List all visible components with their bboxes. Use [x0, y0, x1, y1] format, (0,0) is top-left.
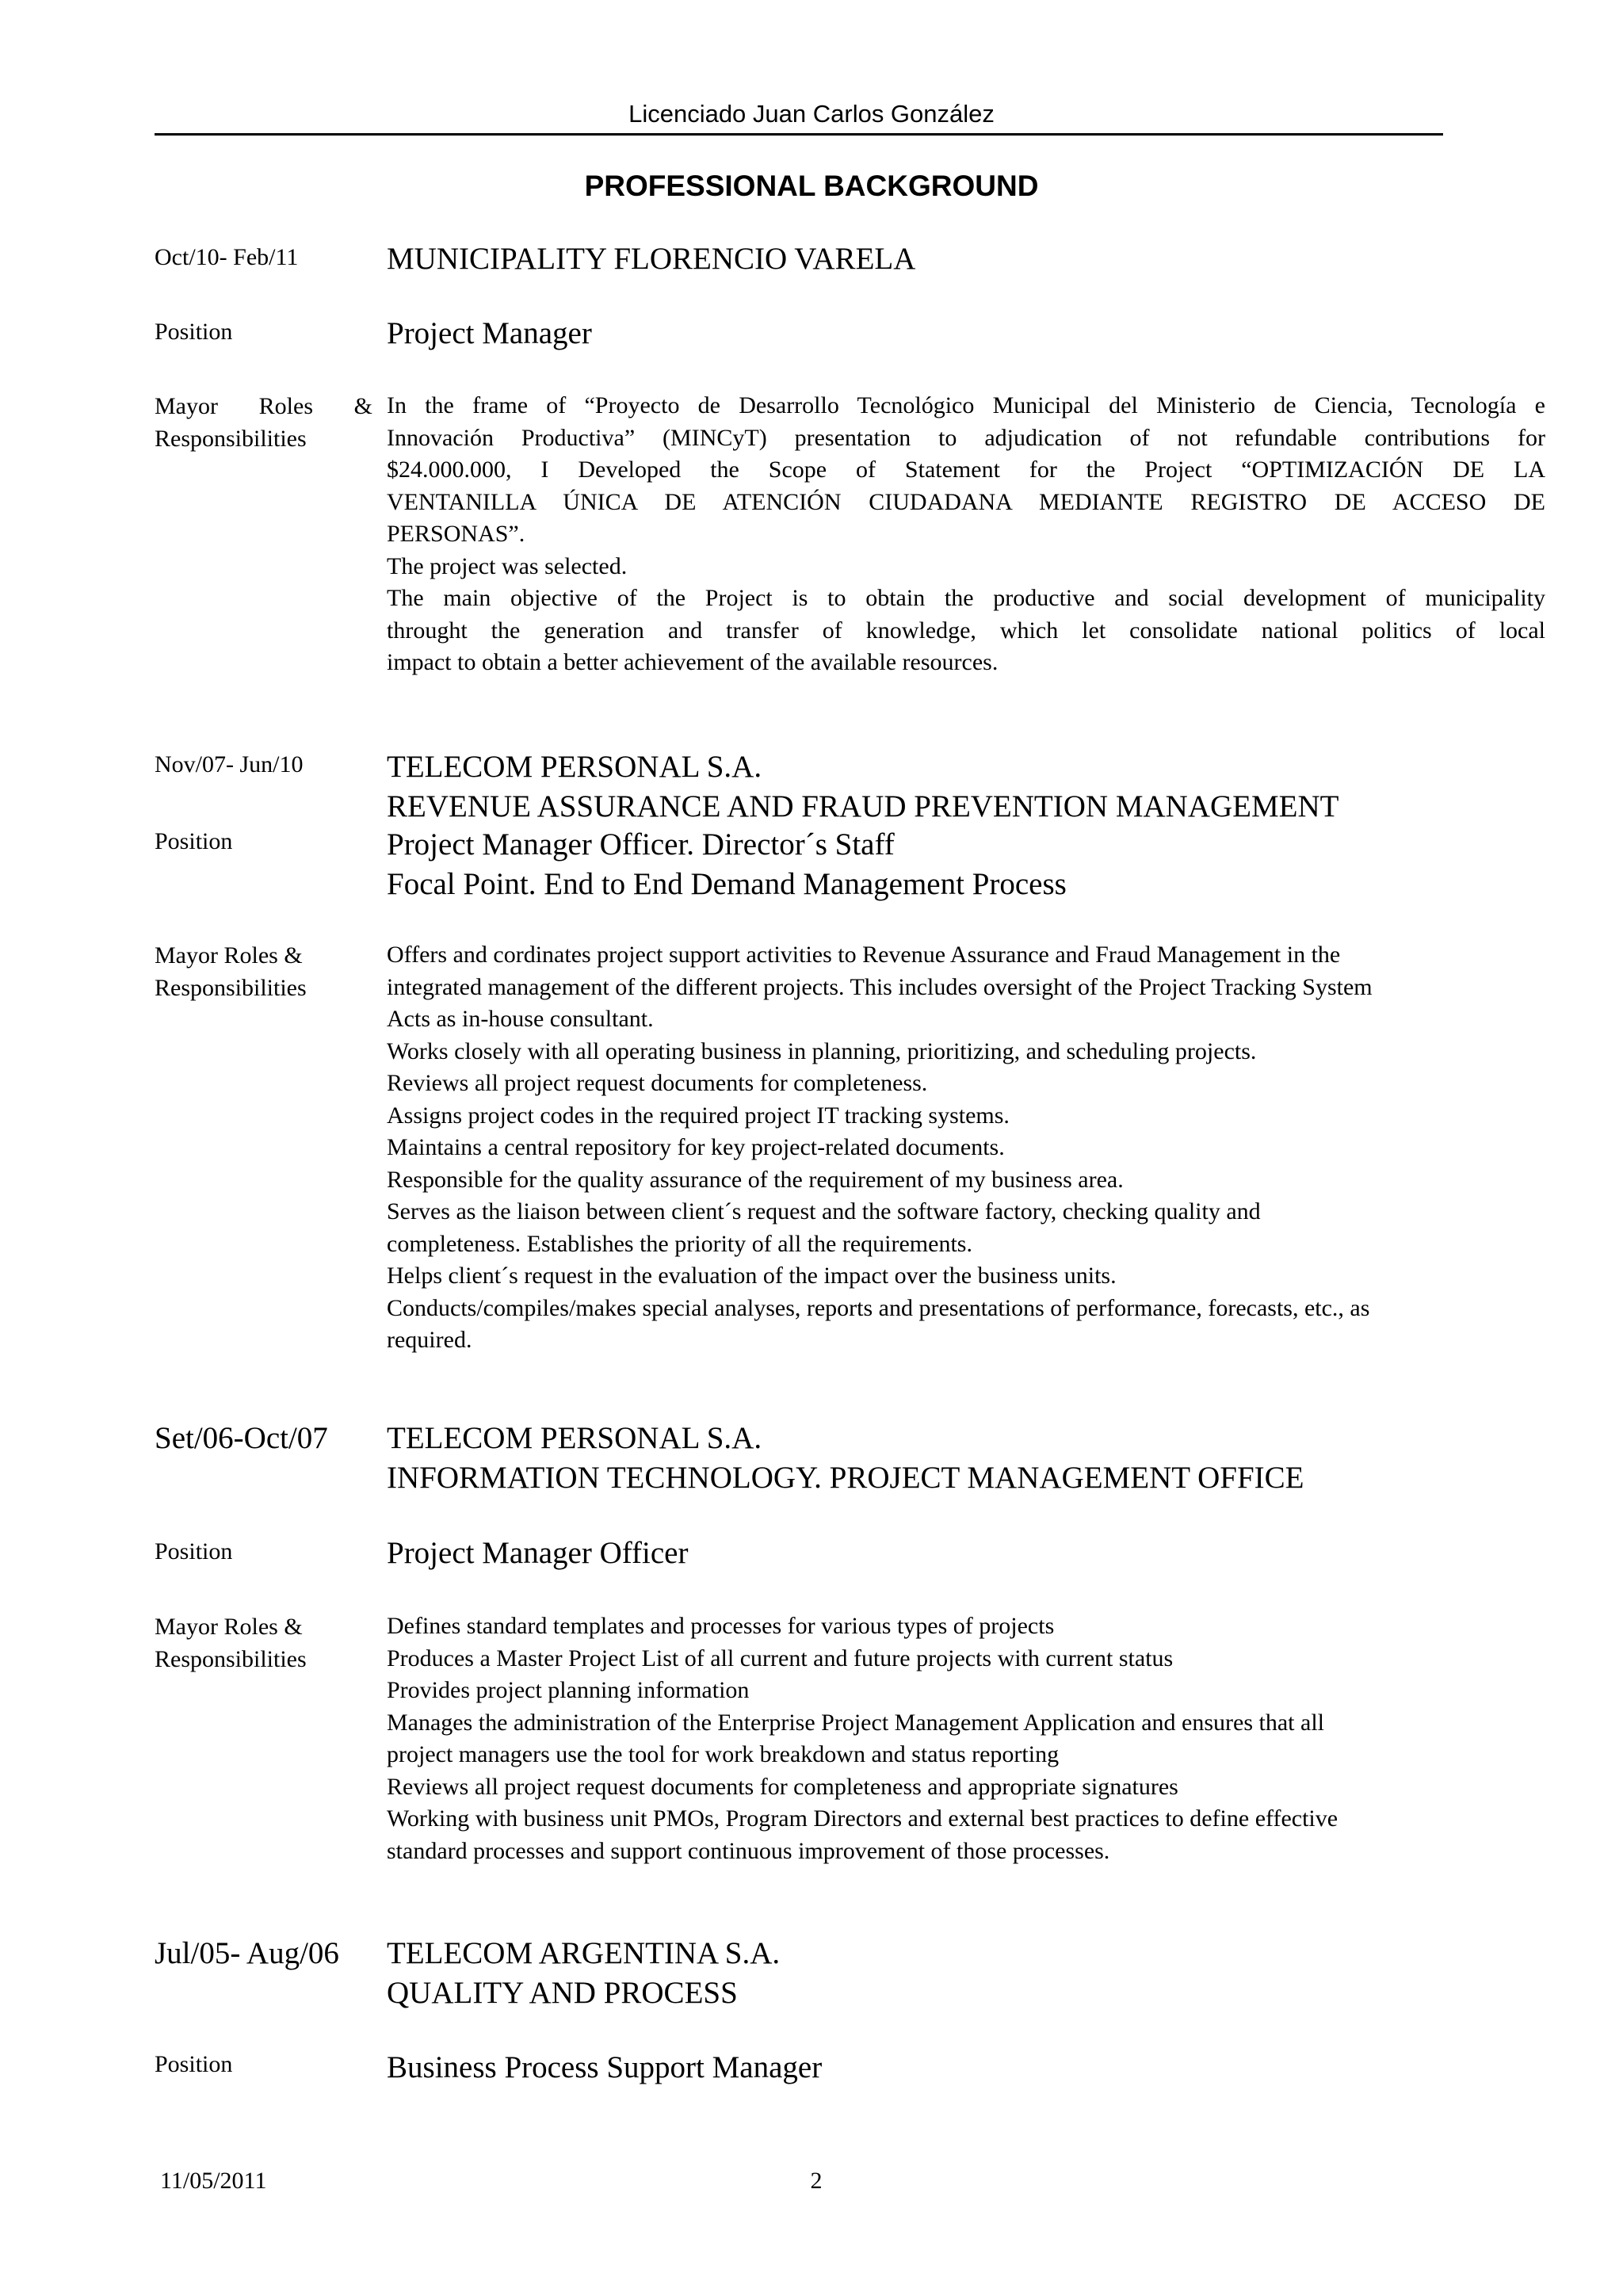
entry-3-roles-line: Provides project planning information: [387, 1677, 750, 1703]
entry-4-position-line: Business Process Support Manager: [387, 2050, 823, 2084]
entry-2-roles-label-line: Responsibilities: [155, 975, 307, 1001]
entry-4-period: Jul/05- Aug/06: [155, 1936, 339, 1970]
entry-2-roles-text: [387, 939, 1545, 1357]
entry-2-roles-line: required.: [387, 1327, 472, 1353]
entry-1-position: [387, 314, 1544, 353]
entry-3-roles-line: Produces a Master Project List of all current and future projects with current status: [387, 1645, 1174, 1671]
entry-1-roles-line: VENTANILLA ÚNICA DE ATENCIÓN CIUDADANA MEDIANTE REGISTRO DE ACCESO DE: [387, 488, 1545, 515]
entry-1-org-line: MUNICIPALITY FLORENCIO VARELA: [387, 242, 916, 276]
entry-1-roles-text: [387, 390, 1545, 679]
entry-3-roles-line: standard processes and support continuous improvement of those processes.: [387, 1837, 1110, 1864]
entry-1-roles-label-2: [155, 422, 372, 455]
entry-1-period: Oct/10- Feb/11: [155, 244, 299, 270]
entry-1-roles-line: throught the generation and transfer of knowledge, which let consolidate national politics of local: [387, 617, 1545, 644]
entry-2-roles-line: Works closely with all operating business in planning, prioritizing, and scheduling projects.: [387, 1037, 1257, 1064]
entry-2-org-line: TELECOM PERSONAL S.A.: [387, 750, 762, 784]
entry-3-position: [387, 1534, 1544, 1573]
entry-1-position-line: Project Manager: [387, 316, 592, 350]
entry-4-position: [387, 2048, 1544, 2088]
entry-1-roles-line: PERSONAS”.: [387, 521, 525, 547]
entry-4-org-line: QUALITY AND PROCESS: [387, 1976, 738, 2010]
entry-3-period: Set/06-Oct/07: [155, 1421, 328, 1455]
entry-1-roles-label: [155, 390, 372, 422]
entry-2-roles-line: Reviews all project request documents for completeness.: [387, 1070, 928, 1096]
page-header-name: Licenciado Juan Carlos González: [628, 100, 995, 128]
entry-3-roles-text: [387, 1610, 1545, 1867]
entry-3-org-line: INFORMATION TECHNOLOGY. PROJECT MANAGEMENT OFFICE: [387, 1461, 1304, 1495]
entry-2-roles-line: Serves as the liaison between client´s request and the software factory, checking quality and: [387, 1198, 1261, 1224]
entry-2-roles-line: completeness. Establishes the priority of all the requirements.: [387, 1230, 972, 1257]
header-rule: [155, 133, 1443, 136]
entry-2-position-line: Project Manager Officer. Director´s Staff: [387, 827, 895, 861]
entry-1-roles-label-line: Responsibilities: [155, 425, 307, 452]
footer-date: 11/05/2011: [160, 2168, 267, 2194]
entry-2-roles-label: [155, 939, 372, 1004]
entry-3-roles-label-line: Responsibilities: [155, 1646, 307, 1672]
entry-2-roles-line: Offers and cordinates project support activities to Revenue Assurance and Fraud Management in the: [387, 942, 1341, 968]
entry-1-roles-line: Innovación Productiva” (MINCyT) presentation to adjudication of not refundable contributions for: [387, 424, 1545, 451]
entry-3-roles-line: Defines standard templates and processes for various types of projects: [387, 1613, 1055, 1639]
entry-2-roles-label-line: Mayor Roles &: [155, 942, 303, 968]
entry-2-roles-line: Acts as in-house consultant.: [387, 1006, 654, 1032]
entry-2-roles-line: Maintains a central repository for key project-related documents.: [387, 1134, 1005, 1160]
entry-1-roles-line: impact to obtain a better achievement of the available resources.: [387, 649, 999, 675]
entry-2-org-line: REVENUE ASSURANCE AND FRAUD PREVENTION MANAGEMENT: [387, 789, 1339, 823]
entry-2-period: Nov/07- Jun/10: [155, 751, 304, 777]
entry-1-roles-line: The main objective of the Project is to obtain the productive and social development of municipality: [387, 585, 1545, 611]
entry-1-position-label: Position: [155, 319, 233, 345]
entry-1-roles-line: The project was selected.: [387, 552, 628, 579]
entry-2-roles-line: Responsible for the quality assurance of the requirement of my business area.: [387, 1166, 1124, 1193]
entry-3-roles-line: Reviews all project request documents for completeness and appropriate signatures: [387, 1773, 1178, 1800]
entry-3-position-line: Project Manager Officer: [387, 1536, 689, 1570]
entry-4-organization: [387, 1934, 1544, 2013]
footer-page-number: 2: [810, 2168, 823, 2194]
entry-1-roles-line: In the frame of “Proyecto de Desarrollo Tecnológico Municipal del Ministerio de Ciencia, Tecnología e: [387, 392, 1545, 418]
entry-2-roles-line: Conducts/compiles/makes special analyses, reports and presentations of performance, forecasts, etc., as: [387, 1294, 1370, 1321]
entry-4-org-line: TELECOM ARGENTINA S.A.: [387, 1936, 781, 1970]
entry-3-org-line: TELECOM PERSONAL S.A.: [387, 1421, 762, 1455]
entry-2-roles-line: Helps client´s request in the evaluation of the impact over the business units.: [387, 1263, 1117, 1289]
entry-2-position: [387, 825, 1544, 904]
entry-1-roles-label-line: Mayor Roles &: [155, 393, 372, 419]
entry-3-position-label: Position: [155, 1538, 233, 1564]
entry-1-organization: [387, 239, 1544, 279]
entry-2-position-line: Focal Point. End to End Demand Management Process: [387, 867, 1067, 901]
entry-3-roles-line: Working with business unit PMOs, Program Directors and external best practices to define effective: [387, 1805, 1338, 1832]
entry-2-position-label: Position: [155, 828, 233, 854]
entry-1-roles-line: $24.000.000, I Developed the Scope of Statement for the Project “OPTIMIZACIÓN DE LA: [387, 457, 1545, 483]
entry-4-position-label: Position: [155, 2051, 233, 2077]
entry-2-roles-line: integrated management of the different projects. This includes oversight of the Project Tracking System: [387, 973, 1373, 1000]
entry-3-roles-line: project managers use the tool for work breakdown and status reporting: [387, 1741, 1060, 1767]
section-title: PROFESSIONAL BACKGROUND: [584, 170, 1039, 202]
entry-2-organization: [387, 747, 1544, 827]
entry-3-roles-line: Manages the administration of the Enterprise Project Management Application and ensures that all: [387, 1709, 1324, 1736]
entry-3-organization: [387, 1419, 1544, 1498]
entry-3-roles-label: [155, 1610, 372, 1675]
entry-3-roles-label-line: Mayor Roles &: [155, 1614, 303, 1640]
entry-2-roles-line: Assigns project codes in the required project IT tracking systems.: [387, 1102, 1010, 1129]
